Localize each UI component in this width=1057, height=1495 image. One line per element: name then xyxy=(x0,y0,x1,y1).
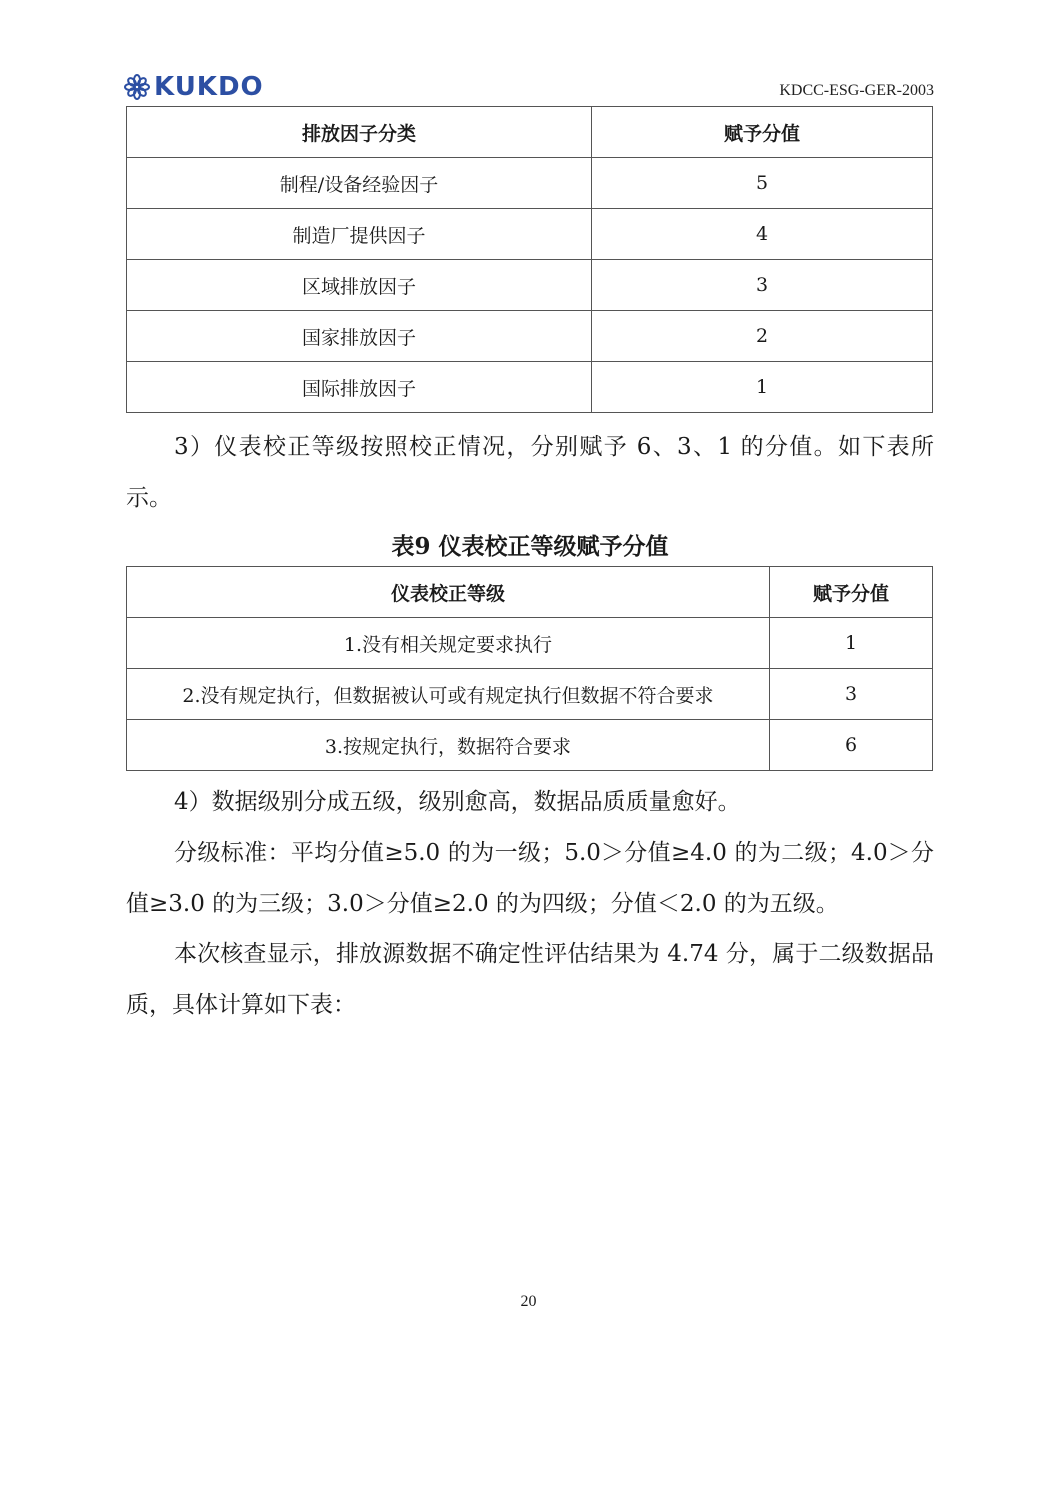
table-cell: 6 xyxy=(770,720,933,771)
table-header-row xyxy=(127,107,933,158)
table-row xyxy=(127,158,933,209)
table-row xyxy=(127,618,933,669)
table-row xyxy=(127,362,933,413)
table-row xyxy=(127,669,933,720)
table-cell: 制程/设备经验因子 xyxy=(127,158,592,209)
table-header-row xyxy=(127,567,933,618)
column-header: 排放因子分类 xyxy=(127,107,592,158)
paragraph: 3）仪表校正等级按照校正情况，分别赋予 6、3、1 的分值。如下表所示。 xyxy=(126,434,934,511)
table-cell: 制造厂提供因子 xyxy=(127,209,592,260)
table-cell: 1.没有相关规定要求执行 xyxy=(127,618,770,669)
page-number: 20 xyxy=(520,1293,537,1310)
table-cell: 2.没有规定执行，但数据被认可或有规定执行但数据不符合要求 xyxy=(127,669,770,720)
table-caption: 表9 仪表校正等级赋予分值 xyxy=(391,533,669,560)
document-code: KDCC-ESG-GER-2003 xyxy=(779,82,934,99)
logo-text: KUKDO xyxy=(154,72,264,102)
column-header: 赋予分值 xyxy=(770,567,933,618)
table-cell: 3.按规定执行，数据符合要求 xyxy=(127,720,770,771)
table-cell: 4 xyxy=(592,209,933,260)
paragraph: 分级标准：平均分值≥5.0 的为一级；5.0＞分值≥4.0 的为二级；4.0＞分值≥3.0 的为三级；3.0＞分值≥2.0 的为四级；分值＜2.0 的为五级。 xyxy=(126,840,934,917)
table-row xyxy=(127,720,933,771)
table-cell: 1 xyxy=(592,362,933,413)
table-cell: 3 xyxy=(770,669,933,720)
column-header: 仪表校正等级 xyxy=(127,567,770,618)
company-logo xyxy=(124,72,264,102)
table-cell: 2 xyxy=(592,311,933,362)
table-cell: 国家排放因子 xyxy=(127,311,592,362)
table-cell: 国际排放因子 xyxy=(127,362,592,413)
emission-factor-table xyxy=(126,106,933,413)
paragraph: 本次核查显示，排放源数据不确定性评估结果为 4.74 分，属于二级数据品质，具体计算如下表： xyxy=(126,941,934,1018)
table-cell: 5 xyxy=(592,158,933,209)
table-cell: 1 xyxy=(770,618,933,669)
paragraph: 4）数据级别分成五级，级别愈高，数据品质质量愈好。 xyxy=(174,789,741,815)
table-row xyxy=(127,260,933,311)
table-row xyxy=(127,209,933,260)
table-cell: 3 xyxy=(592,260,933,311)
table-row xyxy=(127,311,933,362)
page-header xyxy=(124,72,934,108)
column-header: 赋予分值 xyxy=(592,107,933,158)
table-cell: 区域排放因子 xyxy=(127,260,592,311)
calibration-level-table xyxy=(126,566,933,771)
kukdo-flower-icon xyxy=(124,74,150,100)
